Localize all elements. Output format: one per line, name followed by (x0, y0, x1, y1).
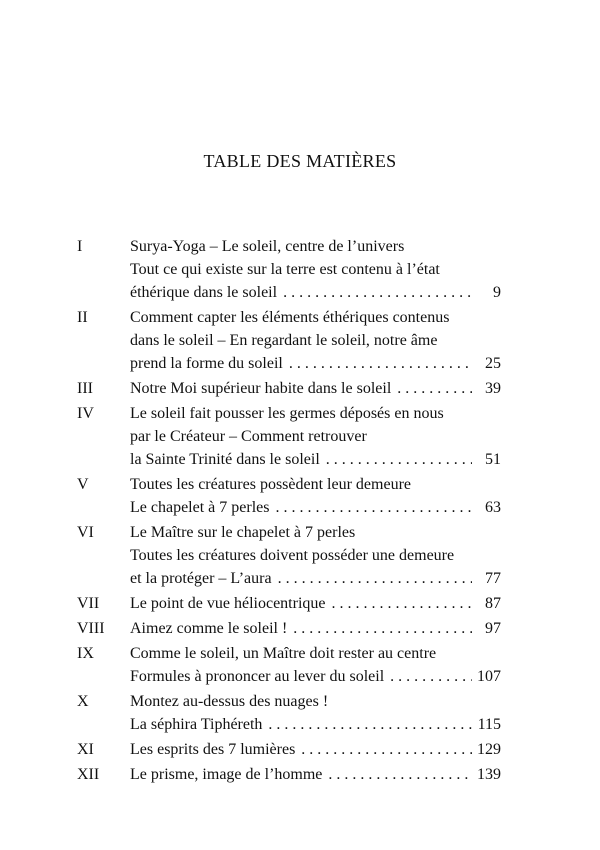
chapter-title (130, 306, 501, 375)
chapter-number: IX (77, 645, 94, 662)
chapter-title-text: Le soleil fait pousser les germes déposés en nous (130, 405, 444, 422)
chapter-title-text: par le Créateur – Comment retrouver (130, 428, 367, 445)
chapter-title-line (130, 567, 501, 590)
toc-entry (0, 473, 600, 519)
chapter-title-text: Comment capter les éléments éthériques contenus (130, 309, 450, 326)
chapter-title-line (130, 617, 501, 640)
page-number: 39 (485, 380, 501, 397)
toc-entry (0, 521, 600, 590)
chapter-title-line (130, 281, 501, 304)
chapter-title-line (130, 738, 501, 761)
chapter-title-line (130, 592, 501, 615)
chapter-title-text: Montez au-dessus des nuages ! (130, 693, 329, 710)
chapter-title-line (130, 713, 501, 736)
dot-leader (331, 592, 472, 615)
chapter-number: I (77, 238, 83, 255)
chapter-title-line (130, 544, 501, 567)
toc-entry (0, 377, 600, 400)
chapter-title (130, 738, 501, 761)
chapter-title-line (130, 235, 501, 258)
chapter-title-line (130, 425, 501, 448)
chapter-title-line (130, 496, 501, 519)
chapter-title-text: Aimez comme le soleil ! (130, 620, 288, 637)
chapter-number: IV (77, 405, 94, 422)
chapter-number: XI (77, 741, 94, 758)
chapter-number: VIII (77, 620, 105, 637)
page-number: 25 (485, 355, 501, 372)
chapter-title-line (130, 352, 501, 375)
chapter-title (130, 473, 501, 519)
dot-leader (390, 665, 472, 688)
chapter-title (130, 642, 501, 688)
dot-leader (268, 713, 472, 736)
chapter-title-text: Notre Moi supérieur habite dans le soleil (130, 380, 392, 397)
page-number: 77 (485, 570, 501, 587)
chapter-title-text: Les esprits des 7 lumières (130, 741, 296, 758)
chapter-title-text: éthérique dans le soleil (130, 284, 278, 301)
chapter-title (130, 521, 501, 590)
chapter-title-text: dans le soleil – En regardant le soleil, notre âme (130, 332, 438, 349)
chapter-title-line (130, 306, 501, 329)
chapter-title-text: Tout ce qui existe sur la terre est contenu à l’état (130, 261, 440, 278)
chapter-title-text: Surya-Yoga – Le soleil, centre de l’univers (130, 238, 405, 255)
chapter-title-text: Formules à prononcer au lever du soleil (130, 668, 385, 685)
dot-leader (283, 281, 472, 304)
chapter-title (130, 690, 501, 736)
chapter-title-line (130, 473, 501, 496)
toc-entry (0, 306, 600, 375)
chapter-title (130, 617, 501, 640)
toc-entry (0, 402, 600, 471)
chapter-number: XII (77, 766, 100, 783)
chapter-title-text: Le chapelet à 7 perles (130, 499, 270, 516)
chapter-title (130, 592, 501, 615)
chapter-title (130, 763, 501, 786)
chapter-title-line (130, 448, 501, 471)
page-number: 139 (477, 766, 501, 783)
chapter-number: III (77, 380, 93, 397)
toc-entry (0, 592, 600, 615)
dot-leader (397, 377, 472, 400)
page-number: 87 (485, 595, 501, 612)
chapter-title-line (130, 402, 501, 425)
chapter-title-text: Le point de vue héliocentrique (130, 595, 326, 612)
chapter-title-line (130, 329, 501, 352)
toc-entry (0, 690, 600, 736)
page-title: TABLE DES MATIÈRES (203, 151, 397, 171)
toc-entry (0, 235, 600, 304)
dot-leader (328, 763, 472, 786)
chapter-title-line (130, 258, 501, 281)
chapter-title-line (130, 690, 501, 713)
page-number: 107 (477, 668, 501, 685)
chapter-title-text: Toutes les créatures doivent posséder une demeure (130, 547, 455, 564)
chapter-title (130, 235, 501, 304)
chapter-title (130, 402, 501, 471)
chapter-title (130, 377, 501, 400)
chapter-number: VII (77, 595, 100, 612)
page-number: 63 (485, 499, 501, 516)
chapter-title-text: La séphira Tiphéreth (130, 716, 263, 733)
dot-leader (289, 352, 472, 375)
chapter-title-text: Le Maître sur le chapelet à 7 perles (130, 524, 356, 541)
toc-entry (0, 738, 600, 761)
dot-leader (301, 738, 472, 761)
toc-entry (0, 617, 600, 640)
chapter-number: II (77, 309, 88, 326)
dot-leader (275, 496, 472, 519)
chapter-title-text: la Sainte Trinité dans le soleil (130, 451, 320, 468)
chapter-title-text: Toutes les créatures possèdent leur demeure (130, 476, 411, 493)
chapter-number: X (77, 693, 89, 710)
chapter-title-text: Le prisme, image de l’homme (130, 766, 323, 783)
toc-entry (0, 763, 600, 786)
dot-leader (326, 448, 472, 471)
page-number: 129 (477, 741, 501, 758)
page-number: 51 (485, 451, 501, 468)
chapter-title-text: Comme le soleil, un Maître doit rester au centre (130, 645, 437, 662)
chapter-title-line (130, 377, 501, 400)
page-number: 115 (477, 716, 501, 733)
chapter-title-line (130, 521, 501, 544)
dot-leader (293, 617, 472, 640)
table-of-contents (0, 235, 600, 788)
chapter-title-line (130, 665, 501, 688)
chapter-title-line (130, 763, 501, 786)
chapter-title-text: et la protéger – L’aura (130, 570, 272, 587)
toc-entry (0, 642, 600, 688)
chapter-number: V (77, 476, 89, 493)
chapter-title-text: prend la forme du soleil (130, 355, 283, 372)
chapter-number: VI (77, 524, 94, 541)
page-number: 97 (485, 620, 501, 637)
chapter-title-line (130, 642, 501, 665)
dot-leader (278, 567, 472, 590)
page-number: 9 (493, 284, 501, 301)
